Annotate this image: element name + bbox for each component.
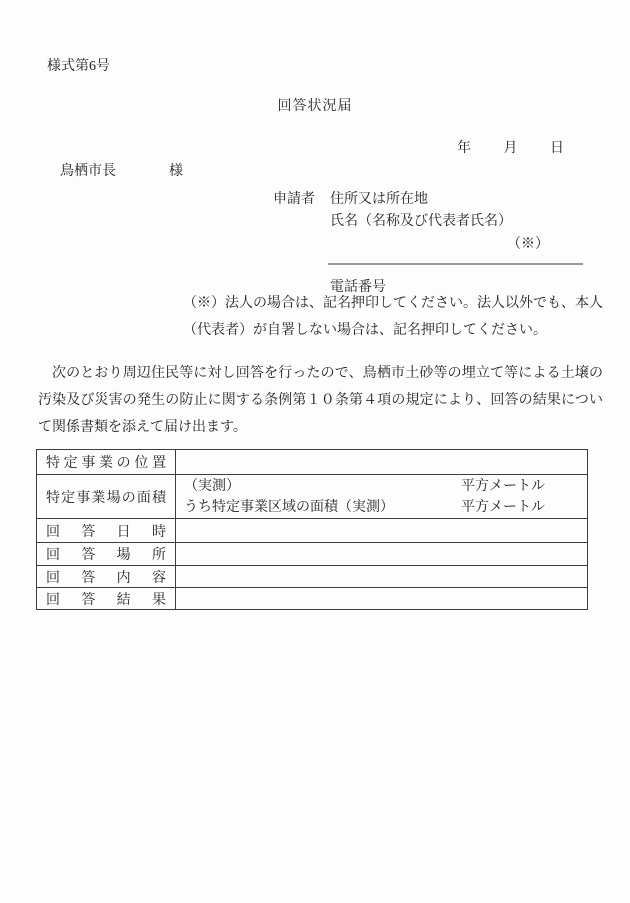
site-area-measured-line: [176, 476, 587, 497]
applicant-seal-mark: （※）: [507, 237, 549, 252]
specified-zone-area-unit: 平方メートル: [461, 499, 545, 515]
row-value-response-place: [176, 543, 588, 566]
applicant-label: 申請者: [273, 192, 315, 207]
row-label-response-content: 回答内容: [37, 566, 176, 588]
addressee-line: [60, 160, 183, 180]
table-row-response-result: [37, 588, 588, 610]
seal-instructions-line1: （※）法人の場合は、記名押印してください。法人以外でも、本人: [183, 296, 603, 311]
response-status-table: [36, 449, 588, 610]
date-month-label: 月: [503, 141, 518, 156]
row-value-response-content: [176, 566, 588, 588]
date-day-label: 日: [550, 141, 564, 156]
table-row-response-content: [37, 566, 588, 588]
row-value-response-result: [176, 588, 588, 610]
phone-underline-rule: [328, 263, 583, 265]
row-value-site-area: [176, 475, 588, 519]
table-row-site-area: [37, 475, 588, 519]
table-row-response-place: [37, 543, 588, 566]
site-area-measured-label: （実測）: [184, 478, 240, 494]
date-year-label: 年: [457, 141, 471, 156]
table-row-response-datetime: [37, 519, 588, 543]
document-title: 回答状況届: [277, 99, 353, 114]
body-paragraph: 次のとおり周辺住民等に対し回答を行ったので、鳥栖市土砂等の埋立て等による土壌の汚染及び災害の発生の防止に関する条例第１０条第４項の規定により、回答の結果について関係書類を添えて届け出ます。: [38, 366, 603, 435]
row-label-site-location: 特定事業の位置: [37, 450, 176, 475]
seal-instructions-line2: （代表者）が自署しない場合は、記名押印してください。: [183, 323, 547, 338]
date-line: [457, 137, 564, 157]
addressee-honorific: 様: [169, 164, 183, 179]
row-label-response-place: 回答場所: [37, 543, 176, 566]
specified-zone-area-line: [176, 497, 587, 518]
form-number: 様式第6号: [47, 59, 110, 74]
applicant-address-label: 住所又は所在地: [330, 192, 428, 207]
row-value-response-datetime: [176, 519, 588, 543]
row-label-response-result: 回答結果: [37, 588, 176, 610]
applicant-phone-label: 電話番号: [330, 280, 386, 295]
row-label-response-datetime: 回答日時: [37, 519, 176, 543]
site-area-measured-unit: 平方メートル: [461, 478, 545, 494]
addressee-name: 鳥栖市長: [60, 164, 116, 179]
seal-instructions: [183, 290, 603, 344]
row-value-site-location: [176, 450, 588, 475]
specified-zone-area-label: うち特定事業区域の面積（実測）: [184, 499, 394, 515]
row-label-site-area: 特定事業場の面積: [37, 475, 176, 519]
applicant-name-label: 氏名（名称及び代表者氏名）: [330, 214, 512, 229]
table-row-site-location: [37, 450, 588, 475]
